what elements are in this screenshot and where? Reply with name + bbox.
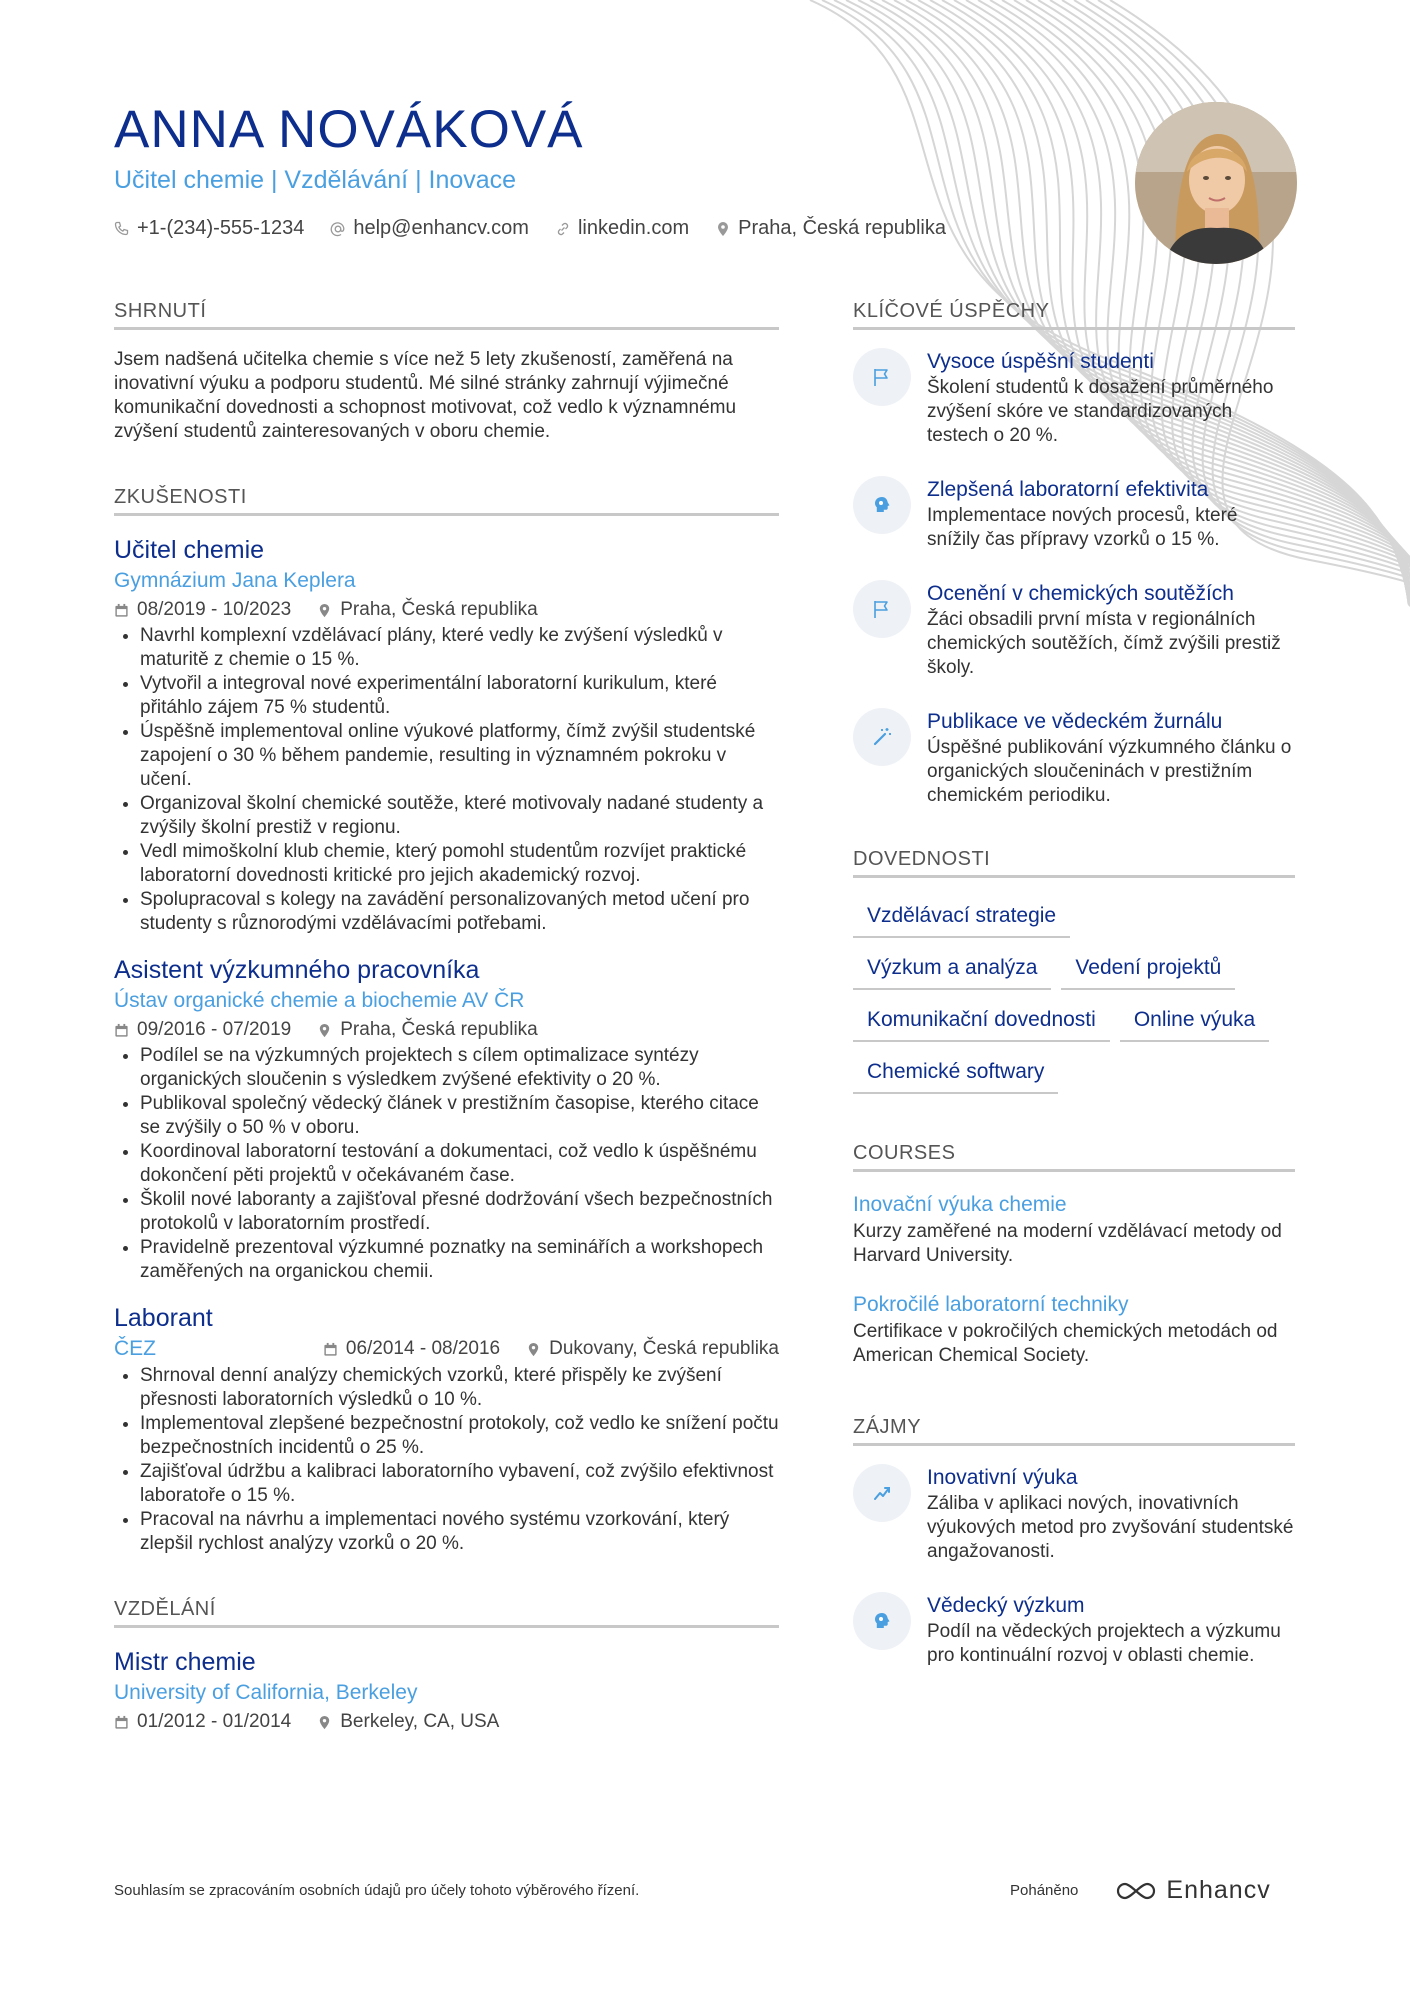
job-bullet: • Navrhl komplexní vzdělávací plány, které vedly ke zvýšení výsledků v maturitě z chemie o 15 %. [140, 624, 779, 672]
calendar-icon [114, 603, 129, 618]
job-bullet: • Spolupracoval s kolegy na zavádění personalizovaných metod učení pro studenty s různorodými vzdělávacími potřebami. [140, 888, 779, 936]
degree-title: Mistr chemie [114, 1648, 256, 1676]
job-location [317, 1016, 538, 1044]
job-bullets [114, 1044, 779, 1284]
achievement-icon-wrap [853, 476, 911, 534]
right-column [853, 300, 1295, 1696]
job-bullet: • Vedl mimoškolní klub chemie, který pomohl studentům rozvíjet praktické laboratorní dovednosti kritické pro jejich akademický rozvoj. [140, 840, 779, 888]
job-bullet: • Vytvořil a integroval nové experimentální laboratorní kurikulum, které přitáhlo zájem 75 % studentů. [140, 672, 779, 720]
contact-location [715, 217, 946, 240]
job-dates [114, 596, 291, 624]
portrait-image [1135, 102, 1297, 264]
infinity-logo-icon [1114, 1880, 1158, 1902]
candidate-name: ANNA NOVÁKOVÁ [114, 100, 584, 159]
job-bullet: • Koordinoval laboratorní testování a dokumentaci, což vedlo k úspěšnému dokončení pěti projektů v očekávaném čase. [140, 1140, 779, 1188]
location-pin-icon [715, 221, 731, 237]
job-bullet: • Shrnoval denní analýzy chemických vzorků, které přispěly ke zvýšení přesnosti laboratorních výsledků o 10 %. [140, 1364, 779, 1412]
achievement-title: Zlepšená laboratorní efektivita [927, 478, 1209, 501]
courses-heading: COURSES [853, 1142, 1295, 1172]
course-title: Pokročilé laboratorní techniky [853, 1293, 1129, 1316]
powered-by-label: Poháněno [1010, 1882, 1079, 1899]
contact-bar [114, 217, 1014, 240]
job-company: ČEZ [114, 1337, 156, 1360]
job-company: Ústav organické chemie a biochemie AV ČR [114, 989, 525, 1012]
achievement-icon-wrap [853, 580, 911, 638]
interest-item [853, 1464, 1295, 1564]
achievement-title: Vysoce úspěšní studenti [927, 350, 1154, 373]
job-location [526, 1335, 779, 1363]
flag-icon [871, 366, 893, 388]
profile-photo [1135, 102, 1297, 264]
resume-header [114, 100, 1014, 240]
job-bullets [114, 1364, 779, 1556]
summary-text: Jsem nadšená učitelka chemie s více než 5 lety zkušeností, zaměřená na inovativní výuku a podporu studentů. Mé silné stránky zahrnují výjimečné komunikační dovednosti a schopnost motivovat, což vedlo k významnému zvýšení studentů zainteresovaných v oboru chemie. [114, 349, 737, 442]
link-icon [555, 221, 571, 237]
consent-text: Souhlasím se zpracováním osobních údajů pro účely tohoto výběrového řízení. [114, 1882, 640, 1899]
interest-item [853, 1592, 1295, 1668]
skill-tag: Chemické softwary [853, 1056, 1058, 1094]
job-title: Učitel chemie [114, 536, 265, 564]
education-dates [114, 1708, 291, 1736]
brain-icon [871, 494, 893, 516]
job-bullet: • Školil nové laboranty a zajišťoval přesné dodržování všech bezpečnostních protokolů v laboratorním prostředí. [140, 1188, 779, 1236]
school-name: University of California, Berkeley [114, 1681, 418, 1704]
skill-tag: Online výuka [1120, 1004, 1269, 1042]
job-location-text: Praha, Česká republika [340, 599, 538, 620]
location-pin-icon [317, 1715, 332, 1730]
email-text: help@enhancv.com [353, 217, 529, 239]
brain-icon [871, 1610, 893, 1632]
achievement-item [853, 580, 1295, 680]
candidate-subtitle: Učitel chemie | Vzdělávání | Inovace [114, 166, 517, 194]
education-location [317, 1708, 499, 1736]
achievement-desc: Školení studentů k dosažení průměrného zvýšení skóre ve standardizovaných testech o 20 %. [927, 377, 1274, 446]
contact-email[interactable] [330, 217, 529, 240]
left-column [114, 300, 779, 1754]
skill-tag: Vedení projektů [1061, 952, 1235, 990]
contact-phone[interactable] [114, 217, 304, 240]
course-item [853, 1190, 1295, 1268]
job-entry [114, 534, 779, 936]
interest-icon-wrap [853, 1592, 911, 1650]
skill-tag: Vzdělávací strategie [853, 900, 1070, 938]
brand-logo[interactable] [1114, 1876, 1270, 1905]
job-bullets [114, 624, 779, 936]
skills-list [853, 900, 1295, 1094]
interest-title: Vědecký výzkum [927, 1594, 1085, 1617]
skills-heading: DOVEDNOSTI [853, 848, 1295, 878]
job-title: Laborant [114, 1304, 213, 1332]
job-dates-text: 06/2014 - 08/2016 [345, 1338, 501, 1359]
phone-icon [114, 221, 130, 237]
linkedin-text: linkedin.com [577, 217, 690, 239]
achievement-desc: Implementace nových procesů, které snížily čas přípravy vzorků o 15 %. [927, 505, 1238, 550]
experience-heading: ZKUŠENOSTI [114, 486, 779, 516]
footer-branding [1010, 1876, 1271, 1905]
at-icon [330, 221, 346, 237]
education-location-text: Berkeley, CA, USA [340, 1711, 500, 1732]
course-desc: Kurzy zaměřené na moderní vzdělávací metody od Harvard University. [853, 1221, 1282, 1266]
achievement-desc: Žáci obsadili první místa v regionálních chemických soutěžích, čímž zvýšili prestiž školy. [927, 609, 1281, 678]
achievement-item [853, 348, 1295, 448]
interest-icon-wrap [853, 1464, 911, 1522]
course-item [853, 1290, 1295, 1368]
job-entry [114, 954, 779, 1284]
achievement-item [853, 708, 1295, 808]
job-location [317, 596, 538, 624]
achievement-item [853, 476, 1295, 552]
job-dates [323, 1335, 500, 1363]
course-desc: Certifikace v pokročilých chemických metodách od American Chemical Society. [853, 1321, 1278, 1366]
magic-wand-icon [871, 726, 893, 748]
job-bullet: • Pracoval na návrhu a implementaci nového systému vzorkování, který zlepšil rychlost analýzy vzorků o 20 %. [140, 1508, 779, 1556]
job-bullet: • Zajišťoval údržbu a kalibraci laboratorního vybavení, což zvýšilo efektivnost laboratoře o 15 %. [140, 1460, 779, 1508]
flag-icon [871, 598, 893, 620]
job-title: Asistent výzkumného pracovníka [114, 956, 480, 984]
achievement-title: Ocenění v chemických soutěžích [927, 582, 1234, 605]
job-dates [114, 1016, 291, 1044]
skill-tag: Komunikační dovednosti [853, 1004, 1110, 1042]
job-entry [114, 1302, 779, 1556]
achievement-desc: Úspěšné publikování výzkumného článku o organických sloučeninách v prestižním chemickém periodiku. [927, 737, 1292, 806]
job-bullet: • Podílel se na výzkumných projektech s cílem optimalizace syntézy organických sloučenin s výsledkem zvýšené efektivity o 20 %. [140, 1044, 779, 1092]
achievement-icon-wrap [853, 708, 911, 766]
chart-icon [871, 1482, 893, 1504]
job-dates-text: 09/2016 - 07/2019 [137, 1019, 292, 1040]
summary-heading: SHRNUTÍ [114, 300, 779, 330]
job-bullet: • Implementoval zlepšené bezpečnostní protokoly, což vedlo ke snížení počtu bezpečnostních incidentů o 25 %. [140, 1412, 779, 1460]
job-location-text: Dukovany, Česká republika [549, 1338, 779, 1359]
course-title: Inovační výuka chemie [853, 1193, 1067, 1216]
interest-desc: Záliba v aplikaci nových, inovativních výukových metod pro zvyšování studentské angažovanosti. [927, 1493, 1294, 1562]
job-bullet: • Pravidelně prezentoval výzkumné poznatky na seminářích a workshopech zaměřených na organickou chemii. [140, 1236, 779, 1284]
achievement-title: Publikace ve vědeckém žurnálu [927, 710, 1223, 733]
location-text: Praha, Česká republika [738, 217, 946, 239]
location-pin-icon [317, 1023, 332, 1038]
contact-linkedin[interactable] [555, 217, 689, 240]
interest-desc: Podíl na vědeckých projektech a výzkumu pro kontinuální rozvoj v oblasti chemie. [927, 1621, 1281, 1666]
job-location-text: Praha, Česká republika [340, 1019, 538, 1040]
job-company: Gymnázium Jana Keplera [114, 569, 356, 592]
interest-title: Inovativní výuka [927, 1466, 1078, 1489]
education-heading: VZDĚLÁNÍ [114, 1598, 779, 1628]
location-pin-icon [526, 1342, 541, 1357]
interests-heading: ZÁJMY [853, 1416, 1295, 1446]
education-meta [114, 1708, 779, 1736]
job-dates-text: 08/2019 - 10/2023 [137, 599, 292, 620]
calendar-icon [323, 1342, 338, 1357]
achievements-heading: KLÍČOVÉ ÚSPĚCHY [853, 300, 1295, 330]
brand-name: Enhancv [1166, 1876, 1271, 1904]
calendar-icon [114, 1715, 129, 1730]
job-company-row [114, 1334, 779, 1364]
job-meta [114, 596, 779, 624]
job-bullet: • Úspěšně implementoval online výukové platformy, čímž zvýšil studentské zapojení o 30 % během pandemie, resulting in významném pokroku v učení. [140, 720, 779, 792]
skill-tag: Výzkum a analýza [853, 952, 1051, 990]
achievement-icon-wrap [853, 348, 911, 406]
location-pin-icon [317, 603, 332, 618]
education-entry [114, 1646, 779, 1736]
job-bullet: • Publikoval společný vědecký článek v prestižním časopise, kterého citace se zvýšily o 50 % v oboru. [140, 1092, 779, 1140]
education-dates-text: 01/2012 - 01/2014 [137, 1711, 292, 1732]
phone-text: +1-(234)-555-1234 [137, 217, 305, 239]
job-meta [323, 1335, 779, 1363]
job-meta [114, 1016, 779, 1044]
calendar-icon [114, 1023, 129, 1038]
job-bullet: • Organizoval školní chemické soutěže, které motivovaly nadané studenty a zvýšily školní prestiž v regionu. [140, 792, 779, 840]
